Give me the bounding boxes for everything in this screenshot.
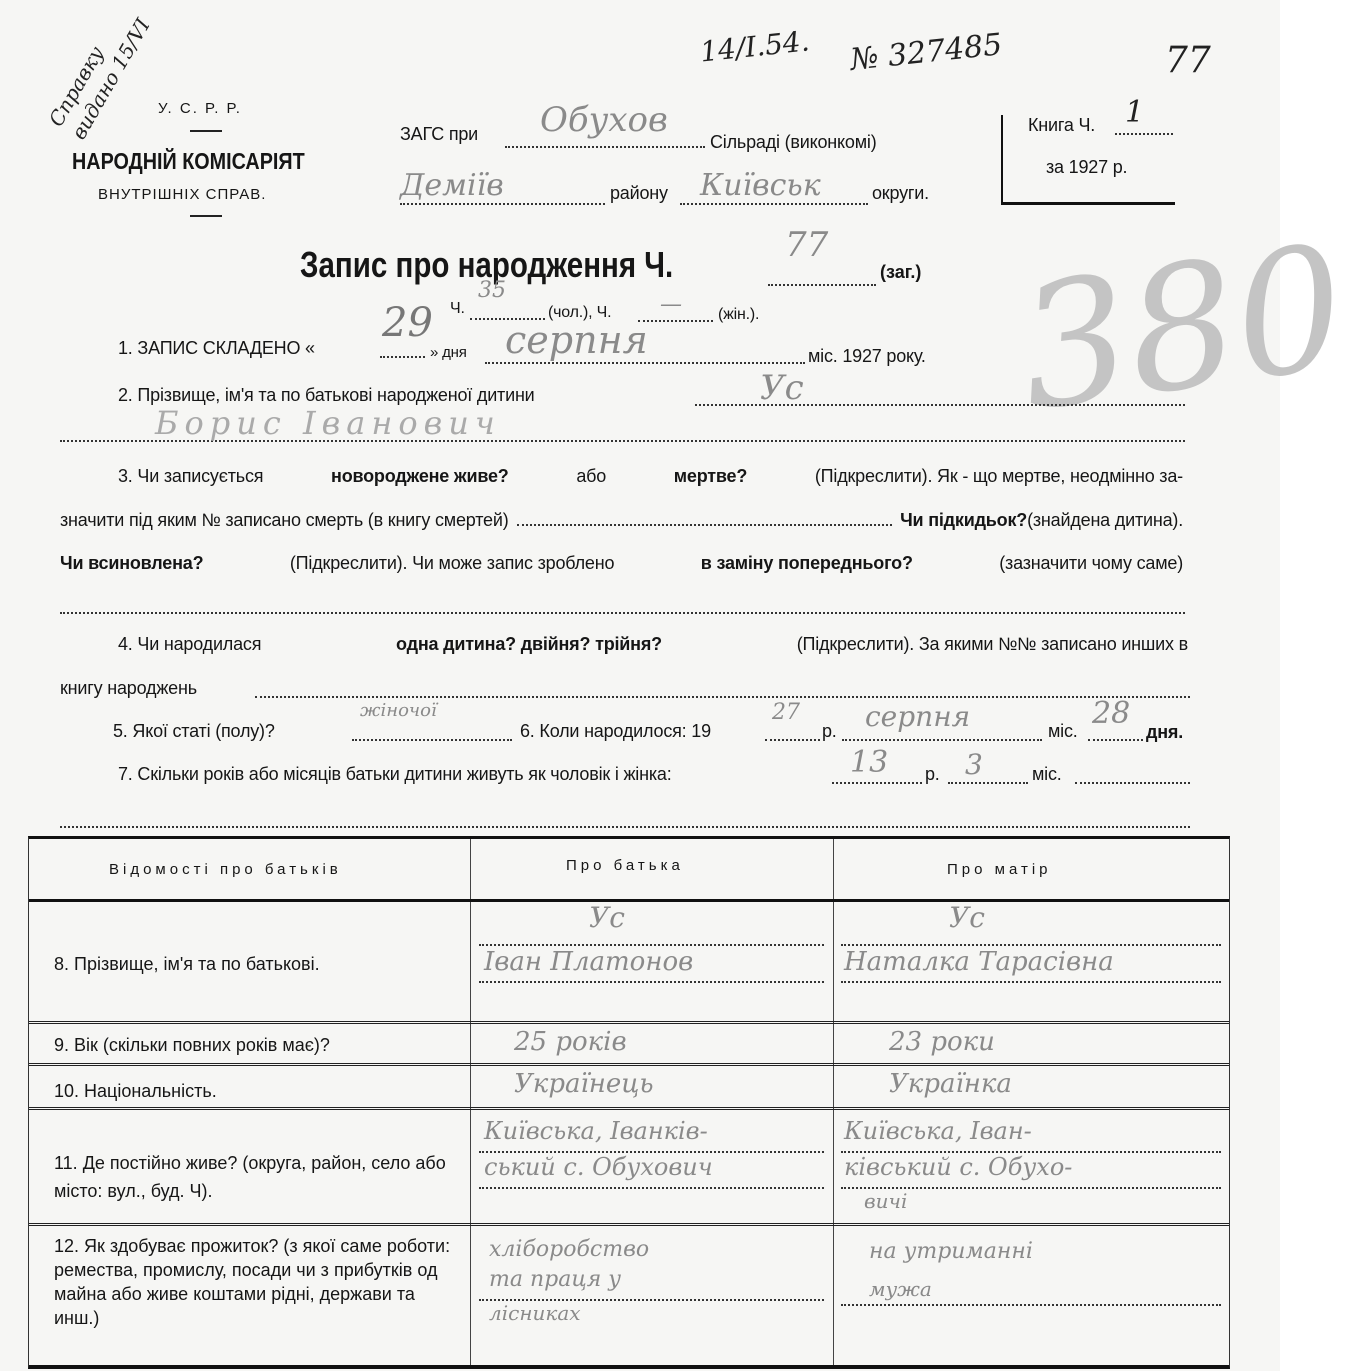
mother-residence: Київська, Іван- — [844, 1117, 1032, 1145]
mother-occupation: мужа — [869, 1277, 932, 1301]
text: (Підкреслити). Як - що мертве, неодмінно за- — [814, 466, 1183, 486]
item7-years-suffix: р. — [925, 764, 940, 784]
item7-label: 7. Скільки років або місяців батьки дитини живуть як чоловік і жінка: — [118, 764, 672, 784]
item3-line3 — [60, 553, 1183, 574]
father-surname: Ус — [589, 901, 625, 934]
hw-district: Деміїв — [400, 168, 504, 203]
corner-number: 77 — [1165, 40, 1211, 81]
father-name: Іван Платонов — [484, 947, 694, 977]
text: (зазначити чому саме) — [999, 553, 1183, 573]
hw-months: 3 — [965, 748, 983, 781]
item6-month-suffix: міс. — [1048, 721, 1078, 741]
text: Чи всиновлена? — [60, 553, 204, 573]
republic-label: У. С. Р. Р. — [158, 100, 242, 117]
text: 4. Чи народилася — [118, 634, 262, 654]
village-council-label: Сільраді (виконкомі) — [710, 132, 877, 152]
district-label: району — [610, 183, 668, 203]
hw-birth-month: серпня — [865, 700, 971, 733]
archive-date: 14/І.54. — [698, 24, 811, 69]
text: мертве? — [673, 466, 748, 486]
hw-title-number: 77 — [785, 225, 829, 265]
page-title: Запис про народження Ч. — [300, 244, 674, 285]
item3-line1 — [118, 466, 1183, 487]
item7-months-suffix: міс. — [1032, 764, 1062, 784]
handwritten-note: Справку видано 15/VI — [43, 14, 155, 144]
item4-line1 — [118, 634, 1188, 655]
text: або — [576, 466, 607, 486]
hw-child-surname: Ус — [760, 368, 804, 408]
column-header: Про матір — [947, 861, 1052, 878]
hw-years: 13 — [850, 745, 889, 780]
mother-surname: Ус — [949, 901, 985, 934]
item6-year-suffix: р. — [822, 721, 837, 741]
item6-label: 6. Коли народилося: 19 — [520, 721, 711, 741]
divider — [190, 130, 222, 132]
zags-label: ЗАГС при — [400, 124, 479, 144]
text: значити під яким № записано смерть (в книгу смертей) — [60, 510, 509, 530]
female-count-suffix: (жін.). — [718, 306, 760, 323]
department-label: ВНУТРІШНІХ СПРАВ. — [98, 186, 267, 203]
item6-day-suffix: дня. — [1146, 722, 1184, 742]
mother-residence: вичі — [864, 1189, 908, 1213]
hw-village: Обухов — [540, 100, 668, 140]
text: (Підкреслити). За якими №№ записано инших в — [796, 634, 1188, 654]
okrug-label: округи. — [872, 183, 929, 203]
item5-label: 5. Якої статі (полу)? — [113, 721, 275, 741]
item3-line2 — [60, 510, 1183, 531]
commissariat-title: НАРОДНІЙ КОМІСАРІЯТ — [72, 148, 305, 174]
hw-record-month: серпня — [505, 318, 648, 362]
hw-female-count: — — [660, 292, 682, 317]
item1-day-suffix: » дня — [430, 344, 467, 361]
column-header: Про батька — [566, 857, 684, 874]
male-count-label: Ч. — [450, 300, 465, 317]
hw-male-count: 35 — [478, 278, 506, 303]
book-year: за 1927 р. — [1046, 157, 1128, 177]
father-residence: Київська, Іванків- — [484, 1117, 708, 1145]
divider — [190, 215, 222, 217]
title-suffix: (заг.) — [880, 262, 922, 282]
hw-child-name: Борис Іванович — [155, 404, 501, 442]
hw-okrug: Київськ — [700, 168, 821, 203]
mother-residence: ківський с. Обухо- — [844, 1153, 1073, 1181]
mother-nationality: Українка — [889, 1069, 1012, 1099]
hw-book-number: 1 — [1125, 95, 1145, 130]
row-label: 9. Вік (скільки повних років має)? — [54, 1035, 330, 1055]
father-nationality: Українець — [514, 1069, 654, 1099]
row-label: 11. Де постійно живе? (округа, район, село або місто: вул., буд. Ч). — [54, 1153, 446, 1201]
father-occupation: хліборобство — [489, 1237, 650, 1262]
text: одна дитина? двійня? трійня? — [396, 634, 662, 654]
father-residence: ський с. Обухович — [484, 1153, 713, 1181]
item4-line2: книгу народжень — [60, 678, 197, 698]
item2-label: 2. Прізвище, ім'я та по батькові народженої дитини — [118, 385, 535, 405]
parents-table — [28, 836, 1230, 1369]
archive-number: № 327485 — [848, 27, 1004, 78]
hw-sex: жіночої — [360, 700, 437, 721]
text: новороджене живе? — [331, 466, 509, 486]
text: (Підкреслити). Чи може запис зроблено — [289, 553, 615, 573]
hw-birth-day: 28 — [1092, 696, 1131, 731]
mother-occupation: на утриманні — [869, 1239, 1033, 1264]
item1-month-suffix: міс. 1927 року. — [808, 346, 926, 366]
book-label: Книга Ч. — [1028, 115, 1096, 135]
row-label: 8. Прізвище, ім'я та по батькові. — [54, 954, 320, 974]
father-age: 25 років — [514, 1027, 627, 1057]
father-occupation: лісниках — [489, 1301, 581, 1325]
hw-record-day: 29 — [382, 300, 433, 346]
big-handwritten-number: 380 — [1007, 208, 1357, 450]
male-count-suffix: (чол.), Ч. — [548, 304, 612, 321]
column-header: Відомості про батьків — [109, 861, 342, 878]
item1-label: 1. ЗАПИС СКЛАДЕНО « — [118, 338, 315, 358]
text: в заміну попереднього? — [700, 553, 913, 573]
hw-birth-year: 27 — [772, 700, 800, 725]
mother-name: Наталка Тарасівна — [844, 947, 1114, 977]
text: Чи підкидьок? — [900, 510, 1028, 530]
mother-age: 23 роки — [889, 1027, 995, 1057]
row-label: 12. Як здобуває прожиток? (з якої саме роботи: ремества, промислу, посади чи з прибутків од майна або живе коштами рідні, держави та инш.) — [54, 1236, 451, 1328]
row-label: 10. Національність. — [54, 1081, 217, 1101]
father-occupation: та праця у — [489, 1267, 622, 1292]
text: 3. Чи записується — [118, 466, 264, 486]
text: (знайдена дитина). — [1027, 510, 1183, 530]
